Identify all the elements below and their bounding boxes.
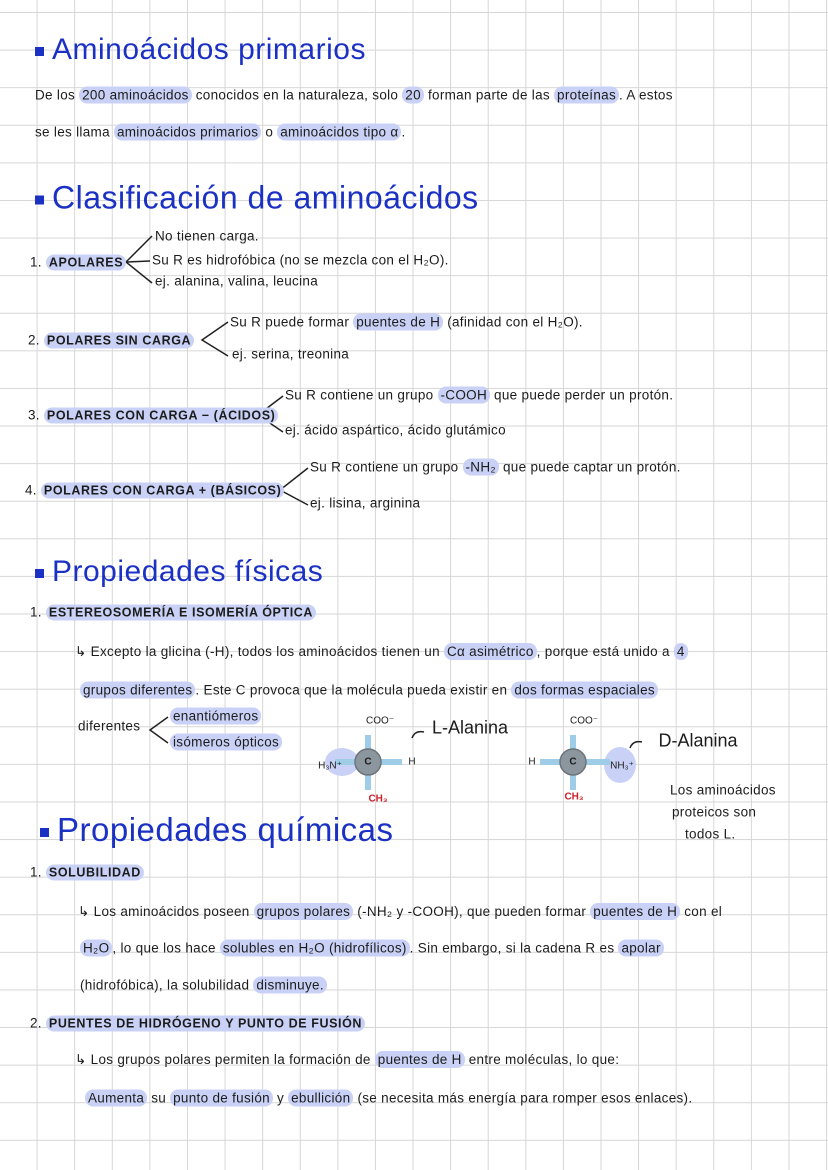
note-line-q6 [75, 1052, 619, 1068]
note-line-n1 [670, 783, 776, 798]
highlighted-text: aminoácidos primarios [114, 124, 261, 141]
note-line-c1c [155, 274, 318, 289]
l-alanina-label: L-Alanina [431, 717, 509, 738]
highlighted-text: puentes de H [375, 1051, 465, 1068]
highlighted-text: apolar [618, 940, 663, 957]
text: , porque está unido a [536, 644, 674, 659]
text: todos L. [685, 826, 736, 842]
highlighted-text: Cα asimétrico [444, 643, 537, 660]
highlighted-text: POLARES SIN CARGA [44, 333, 194, 349]
text: . Este C provoca que la molécula pueda existir en [195, 682, 512, 698]
highlighted-text: disminuye. [253, 977, 327, 994]
text: que puede perder un protón. [490, 387, 674, 403]
text: No tienen carga. [155, 228, 259, 244]
text: Su R contiene un grupo [285, 387, 438, 403]
note-line-n3 [685, 827, 735, 842]
text: De los [35, 87, 80, 103]
highlighted-text: APOLARES [46, 255, 126, 271]
highlighted-text: enantiómeros [170, 708, 261, 725]
text: (se necesita más energía para romper esos enlaces). [353, 1090, 693, 1106]
text: ej. serina, treonina [232, 346, 350, 362]
note-line-f4 [78, 719, 140, 734]
text: 4. [25, 482, 41, 498]
highlighted-text: PUENTES DE HIDRÓGENO Y PUNTO DE FUSIÓN [46, 1016, 365, 1032]
arrow-d [630, 742, 642, 748]
text: (hidrofóbica), la solubilidad [80, 977, 254, 993]
text: 2. [30, 1015, 46, 1031]
heading-text: Aminoácidos primarios [52, 33, 366, 66]
text: proteicos son [672, 804, 757, 820]
mol-label-top: COO⁻ [365, 715, 395, 727]
note-line-f3 [80, 683, 658, 698]
text: entre moléculas, lo que: [464, 1052, 620, 1067]
text: Los aminoácidos [670, 782, 776, 798]
text: y [272, 1090, 289, 1106]
text: ↳ Los grupos polares permiten la formación de [75, 1052, 375, 1067]
text: diferentes [78, 718, 141, 734]
text: . A estos [619, 87, 673, 103]
highlighted-text: punto de fusión [170, 1090, 273, 1107]
heading-text: Propiedades físicas [52, 555, 324, 588]
highlighted-text: aminoácidos tipo α [277, 124, 401, 141]
text: su [147, 1090, 171, 1106]
highlighted-text: solubles en H₂O (hidrofílicos) [220, 940, 410, 957]
highlighted-text: POLARES CON CARGA − (ÁCIDOS) [44, 408, 279, 424]
note-line-q4 [80, 978, 327, 993]
note-line-c3a [285, 388, 673, 403]
text: 1. [30, 864, 46, 880]
brace-apolares [126, 236, 152, 283]
highlighted-text: proteínas [554, 87, 619, 104]
mol-label-left: H [528, 756, 536, 768]
note-line-c1 [30, 255, 126, 270]
text: (-NH₂ y -COOH), que pueden formar [353, 904, 591, 919]
heading-text: Clasificación de aminoácidos [52, 179, 479, 216]
note-line-c4b [310, 496, 420, 511]
note-line-c2a [230, 315, 583, 330]
highlighted-text: Aumenta [85, 1090, 147, 1107]
note-line-q2 [78, 904, 722, 920]
mol-label-center: C [364, 756, 372, 768]
note-line-c1a [155, 229, 259, 244]
highlighted-text: puentes de H [353, 314, 443, 331]
brace-diferentes [150, 717, 168, 743]
mol-label-center: C [569, 756, 577, 768]
highlighted-text: ESTEREOSOMERÍA E ISOMERÍA ÓPTICA [46, 605, 316, 621]
highlighted-text: -COOH [438, 387, 491, 404]
note-line-c2 [28, 333, 194, 348]
note-line-f1 [30, 605, 316, 620]
highlighted-text: H₂O [80, 940, 112, 957]
text: ↳ Excepto la glicina (-H), todos los aminoácidos tienen un [75, 644, 444, 659]
arrow-l [412, 732, 424, 738]
text: ej. alanina, valina, leucina [155, 273, 319, 289]
text: ej. ácido aspártico, ácido glutámico [285, 422, 506, 438]
text: 1. [30, 604, 46, 620]
highlighted-text: puentes de H [590, 903, 680, 920]
highlighted-text: grupos polares [254, 903, 354, 920]
text: . Sin embargo, si la cadena R es [409, 940, 619, 956]
mol-label-bottom: CH₃ [564, 791, 584, 803]
text: . [401, 124, 406, 140]
note-line-c4 [25, 483, 284, 498]
note-line-f4a [170, 709, 261, 724]
text: ej. lisina, arginina [310, 495, 421, 511]
note-line-q5 [30, 1016, 365, 1031]
text: 1. [30, 254, 46, 270]
note-line-q3 [80, 941, 664, 956]
note-line-c3b [285, 423, 506, 438]
text: (afinidad con el H₂O). [443, 314, 583, 330]
note-line-c1b [152, 253, 449, 268]
highlighted-text: dos formas espaciales [511, 682, 658, 699]
text: o [261, 124, 278, 140]
text: conocidos en la naturaleza, solo [191, 87, 403, 103]
note-line-q7 [85, 1091, 692, 1106]
highlighted-text: grupos diferentes [80, 682, 195, 699]
heading-text: Propiedades químicas [57, 811, 394, 848]
text: 3. [28, 407, 44, 423]
text: Su R es hidrofóbica (no se mezcla con el H₂O). [152, 252, 449, 268]
note-line-q1 [30, 865, 144, 880]
d-alanina-label: D-Alanina [658, 730, 738, 751]
text: forman parte de las [423, 87, 555, 103]
note-line-f2 [75, 644, 688, 660]
text: ↳ Los aminoácidos poseen [78, 904, 254, 919]
mol-label-bottom: CH₃ [368, 793, 388, 805]
highlighted-text: 4 [674, 643, 688, 660]
mol-label-top: COO⁻ [569, 715, 599, 727]
note-line-n2 [672, 805, 756, 820]
text: que puede captar un protón. [498, 459, 681, 475]
highlighted-text: SOLUBILIDAD [46, 865, 144, 881]
text: con el [680, 904, 723, 919]
highlighted-text: ebullición [288, 1090, 353, 1107]
note-line-f4b [170, 735, 282, 750]
mol-label-right: H [408, 756, 416, 768]
note-line-p2 [35, 125, 406, 140]
note-line-c3 [28, 408, 278, 423]
brace-polares-sin-carga [202, 322, 228, 356]
note-line-p1 [35, 88, 673, 103]
highlighted-text: 20 [402, 87, 424, 104]
text: 2. [28, 332, 44, 348]
highlighted-text: 200 aminoácidos [79, 87, 192, 104]
note-line-c2b [232, 347, 349, 362]
mol-label-left: H₃N⁺ [318, 760, 342, 772]
highlighted-text: POLARES CON CARGA + (BÁSICOS) [41, 483, 284, 499]
text: , lo que los hace [112, 940, 220, 956]
text: se les llama [35, 124, 114, 140]
note-line-c4a [310, 460, 681, 475]
text: Su R contiene un grupo [310, 459, 463, 475]
highlighted-text: -NH₂ [463, 459, 499, 476]
highlighted-text: isómeros ópticos [170, 734, 282, 751]
text: Su R puede formar [230, 314, 354, 330]
mol-label-right: NH₃⁺ [610, 760, 634, 772]
